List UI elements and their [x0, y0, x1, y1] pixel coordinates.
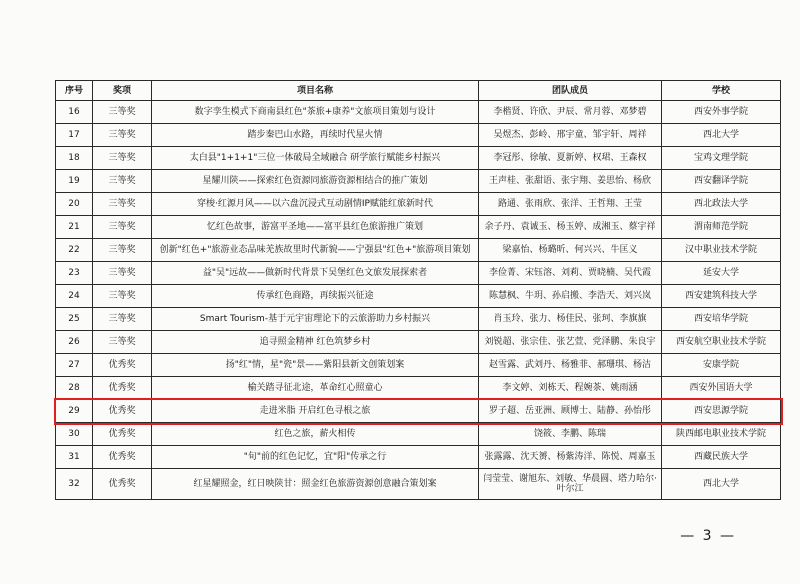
cell-project: 太白县"1+1+1"三位一体破局全域融合 研学旅行赋能乡村振兴 [152, 147, 479, 170]
table-row [56, 331, 781, 354]
cell-award: 三等奖 [93, 170, 152, 193]
cell-project: 益"吴"远故——做新时代背景下吴堡红色文旅发展探索者 [152, 262, 479, 285]
cell-no: 24 [56, 285, 93, 308]
table-row [56, 446, 781, 469]
cell-award: 三等奖 [93, 147, 152, 170]
cell-school: 西安思源学院 [662, 400, 781, 423]
cell-school: 延安大学 [662, 262, 781, 285]
table-row [56, 285, 781, 308]
table-row [56, 377, 781, 400]
cell-no: 21 [56, 216, 93, 239]
cell-award: 三等奖 [93, 285, 152, 308]
cell-award: 优秀奖 [93, 377, 152, 400]
cell-school: 西北大学 [662, 124, 781, 147]
cell-award: 三等奖 [93, 124, 152, 147]
cell-award: 三等奖 [93, 101, 152, 124]
table-row [56, 423, 781, 446]
table-row [56, 124, 781, 147]
cell-school: 陕西邮电职业技术学院 [662, 423, 781, 446]
cell-no: 23 [56, 262, 93, 285]
cell-award: 三等奖 [93, 262, 152, 285]
cell-award: 优秀奖 [93, 423, 152, 446]
header-team: 团队成员 [479, 81, 662, 101]
cell-project: 忆红色故事，游富平圣地——富平县红色旅游推广策划 [152, 216, 479, 239]
cell-award: 三等奖 [93, 216, 152, 239]
cell-project: 踏步秦巴山水路，再续时代星火情 [152, 124, 479, 147]
cell-award: 优秀奖 [93, 469, 152, 500]
cell-school: 宝鸡文理学院 [662, 147, 781, 170]
cell-school: 西藏民族大学 [662, 446, 781, 469]
cell-award: 三等奖 [93, 308, 152, 331]
cell-project: 红星耀照金，红日映陕甘：照金红色旅游资源创意融合策划案 [152, 469, 479, 500]
cell-school: 西安外国语大学 [662, 377, 781, 400]
cell-school: 西安建筑科技大学 [662, 285, 781, 308]
cell-team: 李冠彤、徐敏、夏新婷、权珺、王森权 [479, 147, 662, 170]
cell-school: 西安培华学院 [662, 308, 781, 331]
cell-team: 陈慧枫、牛玥、孙启搬、李浩天、刘兴岚 [479, 285, 662, 308]
cell-project: 榆关踏寻征北途，革命红心照童心 [152, 377, 479, 400]
cell-no: 31 [56, 446, 93, 469]
cell-award: 三等奖 [93, 239, 152, 262]
awards-table [55, 80, 781, 500]
cell-no: 22 [56, 239, 93, 262]
cell-school: 西安翻译学院 [662, 170, 781, 193]
cell-school: 汉中职业技术学院 [662, 239, 781, 262]
cell-team: 肖玉玲、张力、杨佳民、张珂、李旗旗 [479, 308, 662, 331]
header-school: 学校 [662, 81, 781, 101]
cell-team: 罗子超、岳亚洲、顾博士、陆静、孙怡彤 [479, 400, 662, 423]
cell-team: 刘锐超、张宗佳、张艺萱、党泽鹏、朱良宇 [479, 331, 662, 354]
cell-award: 优秀奖 [93, 354, 152, 377]
cell-no: 25 [56, 308, 93, 331]
cell-no: 17 [56, 124, 93, 147]
cell-school: 西安外事学院 [662, 101, 781, 124]
cell-team: 李俭菁、宋钰溶、刘莉、贾晓楠、吴代霞 [479, 262, 662, 285]
table-body [56, 101, 781, 500]
cell-project: 穿梭·红源月风——以六盘沉浸式互动剧情IP赋能红旅新时代 [152, 193, 479, 216]
table-row [56, 308, 781, 331]
cell-school: 西北大学 [662, 469, 781, 500]
table-row [56, 147, 781, 170]
table-row [56, 216, 781, 239]
cell-award: 三等奖 [93, 331, 152, 354]
cell-award: 优秀奖 [93, 400, 152, 423]
cell-no: 16 [56, 101, 93, 124]
cell-team: 张露露、沈天赟、杨紫涛洋、陈悦、周嘉玉 [479, 446, 662, 469]
table-row [56, 193, 781, 216]
cell-project: 数字孪生模式下商南县红色"茶旅+康养"文旅项目策划与设计 [152, 101, 479, 124]
cell-project: 星耀川陕——探索红色资源同旅游资源相结合的推广策划 [152, 170, 479, 193]
cell-no: 26 [56, 331, 93, 354]
cell-project: 扬"红"情，星"瓷"景——紫阳县新文创策划案 [152, 354, 479, 377]
cell-project: 走进米脂 开启红色寻根之旅 [152, 400, 479, 423]
cell-project: 创新"红色+"旅游业态品味羌族故里时代新貌——宁强县"红色+"旅游项目策划 [152, 239, 479, 262]
cell-team: 饶筱、李鹏、陈瑞 [479, 423, 662, 446]
header-award: 奖项 [93, 81, 152, 101]
header-no: 序号 [56, 81, 93, 101]
cell-team: 李楷贤、许欣、尹辰、常月蓉、邓梦碧 [479, 101, 662, 124]
cell-no: 18 [56, 147, 93, 170]
cell-school: 西安航空职业技术学院 [662, 331, 781, 354]
cell-school: 安康学院 [662, 354, 781, 377]
table-row [56, 469, 781, 500]
cell-team: 闫莹莹、谢旭东、刘敏、华晨圆、塔力哈尔·叶尔江 [479, 469, 662, 500]
table-row [56, 101, 781, 124]
table-header-row [56, 81, 781, 101]
cell-award: 优秀奖 [93, 446, 152, 469]
cell-project: 传承红色商路，再续振兴征途 [152, 285, 479, 308]
table-row [56, 239, 781, 262]
page-number: — 3 — [680, 528, 736, 544]
table-row [56, 354, 781, 377]
cell-no: 27 [56, 354, 93, 377]
cell-project: 红色之旅，薪火相传 [152, 423, 479, 446]
cell-no: 29 [56, 400, 93, 423]
table-row [56, 262, 781, 285]
cell-no: 19 [56, 170, 93, 193]
table-row [56, 170, 781, 193]
cell-no: 28 [56, 377, 93, 400]
table-row [56, 400, 781, 423]
cell-school: 渭南师范学院 [662, 216, 781, 239]
cell-team: 吴煜杰、彭岭、邢宇童、邹宇轩、周祥 [479, 124, 662, 147]
cell-project: Smart Tourism-基于元宇宙理论下的云旅游助力乡村振兴 [152, 308, 479, 331]
cell-team: 王声桂、张甜语、张宇翔、姜思怡、杨欣 [479, 170, 662, 193]
cell-school: 西北政法大学 [662, 193, 781, 216]
cell-no: 32 [56, 469, 93, 500]
cell-no: 20 [56, 193, 93, 216]
cell-team: 路通、张雨欣、张洋、王哲翔、王莹 [479, 193, 662, 216]
cell-no: 30 [56, 423, 93, 446]
cell-team: 梁嘉怡、杨璐昕、何兴兴、牛匡义 [479, 239, 662, 262]
cell-team: 赵雪露、武刘丹、杨雅菲、郝珊琪、杨洁 [479, 354, 662, 377]
header-project: 项目名称 [152, 81, 479, 101]
cell-team: 余子丹、袁诚玉、杨玉婷、成湘玉、蔡宇祥 [479, 216, 662, 239]
cell-team: 李文婷、刘栋天、程婉茶、姚雨涵 [479, 377, 662, 400]
cell-award: 三等奖 [93, 193, 152, 216]
cell-project: 追寻照金精神 红色筑梦乡村 [152, 331, 479, 354]
cell-project: "旬"前的红色记忆，宜"阳"传承之行 [152, 446, 479, 469]
